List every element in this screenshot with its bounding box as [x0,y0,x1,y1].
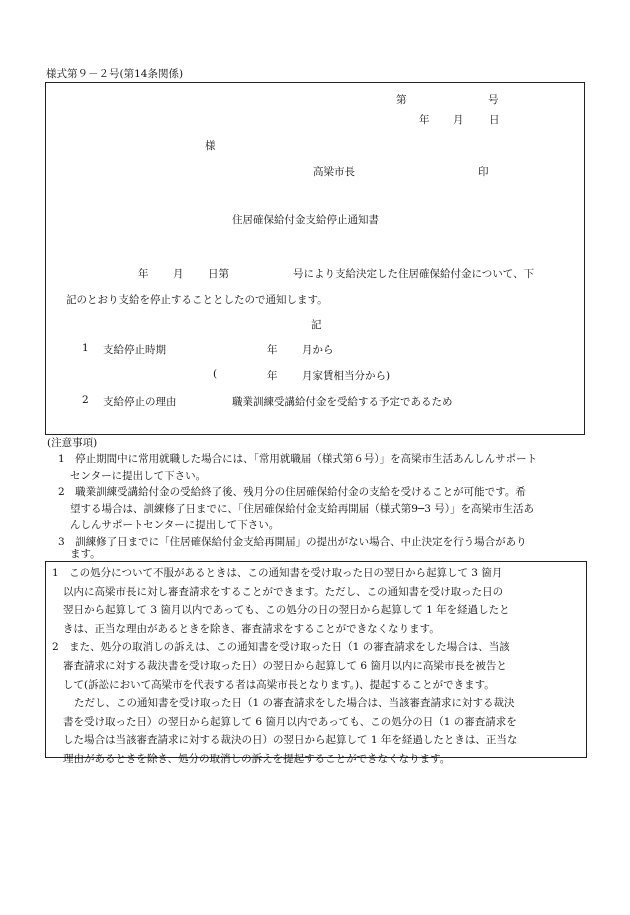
notice-box [45,82,585,435]
item2-number: 2 [82,394,89,406]
seal-mark: 印 [478,166,489,178]
appeal-line: した場合は当該審査請求に対する裁決の日）の翌日から起算して 1 年を経過したときは、正当な [63,734,518,747]
item1-paren-year: 年 [267,370,278,382]
appeal-line: 審査請求に対する裁決書を受け取った日）の翌日から起算して 6 箇月以内に高梁市長を被告と [63,660,507,672]
body-day-dai: 日第 [208,268,229,280]
ki-heading: 記 [311,319,322,331]
appeal-notice-box [45,561,587,765]
notes-line: ます。 [70,548,101,560]
notice-title: 住居確保給付金支給停止通知書 [232,214,379,226]
body-line1-rest: 号により支給決定した住居確保給付金について、下 [293,268,535,280]
appeal-line: 書を受け取った日）の翌日から起算して 6 箇月以内であっても、この処分の日（1 の審査請求を [63,715,517,728]
date-month: 月 [453,114,464,126]
appeal-line: 1 この処分について不服があるときは、この通知書を受け取った日の翌日から起算して 3 箇月 [52,567,503,579]
item1-number: 1 [82,342,89,354]
notes-line: 3 訓練修了日までに「住居確保給付金支給再開届」の提出がない場合、中止決定を行う場合があり [58,535,527,548]
number-dai: 第 [396,94,407,106]
appeal-line: 2 また、処分の取消しの訴えは、この通知書を受け取った日（1 の審査請求をした場合は、当該 [52,641,510,654]
notes-heading: (注意事項) [47,437,98,449]
body-line2: 記のとおり支給を停止することとしたので通知します。 [66,294,328,306]
notes-line: 2 職業訓練受講給付金の受給終了後、残月分の住居確保給付金の支給を受けることが可能です。希 [58,486,526,498]
body-month: 月 [173,268,184,280]
body-year: 年 [138,268,149,280]
item1-month: 月から [302,344,334,356]
appeal-line: して(訴訟において高梁市を代表する者は高梁市長となります。)、提起することができます。 [63,678,495,691]
date-day: 日 [489,114,500,126]
appeal-line: きは、正当な理由があるときを除き、審査請求をすることができなくなります。 [63,622,440,635]
appeal-line: ただし、この通知書を受け取った日（1 の審査請求をした場合は、当該審査請求に対する裁決 [74,697,515,710]
item2-value: 職業訓練受講給付金を受給する予定であるため [232,396,453,408]
date-year: 年 [419,114,430,126]
item1-paren-open: ( [213,368,218,380]
appeal-line: 翌日から起算して 3 箇月以内であっても、この処分の日の翌日から起算して 1 年を経過したと [63,604,510,617]
item1-year: 年 [267,344,278,356]
item2-label: 支給停止の理由 [103,396,177,408]
notes-line: 1 停止期間中に常用就職した場合には、「常用就職届（様式第６号）」を高梁市生活あんしんサポート [58,453,538,465]
appeal-line: 以内に高梁市長に対し審査請求をすることができます。ただし、この通知書を受け取った日の [63,585,504,598]
form-id: 様式第９－２号(第14条関係) [46,68,184,80]
item1-paren-rest: 月家賃相当分から) [302,370,391,382]
notes-line: センターに提出して下さい。 [70,469,207,482]
notes-line: んしんサポートセンターに提出して下さい。 [70,519,280,531]
appeal-line: 理由があるときを除き、処分の取消しの訴えを提起することができなくなります。 [63,753,451,765]
number-go: 号 [488,94,499,106]
issuer: 高梁市長 [313,166,355,178]
item1-label: 支給停止時期 [103,344,166,356]
addressee-suffix: 様 [205,140,216,152]
notes-line: 望する場合は、訓練修了日までに、「住居確保給付金支給再開届（様式第9─3 号）」を高梁市生活あ [70,502,535,515]
